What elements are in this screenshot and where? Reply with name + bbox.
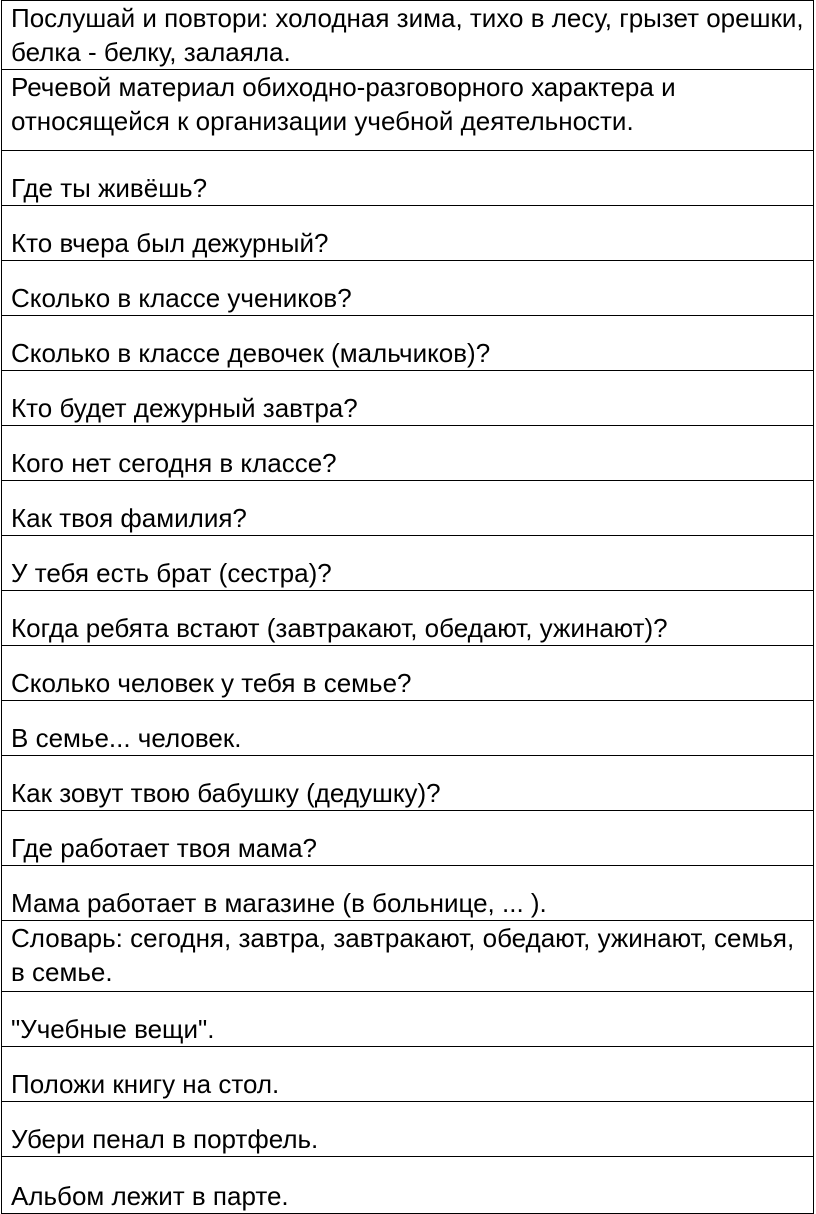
table-cell: Словарь: сегодня, завтра, завтракают, обедают, ужинают, семья, в семье. — [2, 921, 814, 992]
table-row — [2, 1047, 814, 1102]
table-cell: В семье... человек. — [2, 701, 814, 756]
table-cell: Мама работает в магазине (в больнице, ... ). — [2, 866, 814, 921]
table-row — [2, 921, 814, 992]
table-cell: Положи книгу на стол. — [2, 1047, 814, 1102]
table-cell: "Учебные вещи". — [2, 992, 814, 1047]
table-row — [2, 1157, 814, 1214]
table-row — [2, 591, 814, 646]
table-row — [2, 371, 814, 426]
table-row — [2, 316, 814, 371]
table-cell: Убери пенал в портфель. — [2, 1102, 814, 1157]
table-row — [2, 206, 814, 261]
table-row — [2, 992, 814, 1047]
table-cell: Кто будет дежурный завтра? — [2, 371, 814, 426]
table-row — [2, 151, 814, 206]
table-cell: Альбом лежит в парте. — [2, 1157, 814, 1214]
table-cell: Послушай и повтори: холодная зима, тихо в лесу, грызет орешки, белка - белку, залаяла. — [2, 1, 814, 70]
table-row — [2, 426, 814, 481]
table-row — [2, 261, 814, 316]
table-row — [2, 646, 814, 701]
table-row — [2, 1102, 814, 1157]
table-cell: Когда ребята встают (завтракают, обедают, ужинают)? — [2, 591, 814, 646]
table-row — [2, 866, 814, 921]
speech-material-table — [1, 0, 814, 1214]
table-cell: Речевой материал обиходно-разговорного характера и относящейся к организации учебной деятельности. — [2, 70, 814, 151]
table-cell: Как твоя фамилия? — [2, 481, 814, 536]
table-row — [2, 481, 814, 536]
table-row — [2, 756, 814, 811]
table-cell: Сколько человек у тебя в семье? — [2, 646, 814, 701]
table-cell: Кого нет сегодня в классе? — [2, 426, 814, 481]
table-cell: Где ты живёшь? — [2, 151, 814, 206]
table-row — [2, 1, 814, 70]
table-row — [2, 811, 814, 866]
table-cell: Кто вчера был дежурный? — [2, 206, 814, 261]
table-cell: Сколько в классе учеников? — [2, 261, 814, 316]
table-row — [2, 536, 814, 591]
table-cell: Как зовут твою бабушку (дедушку)? — [2, 756, 814, 811]
table-cell: Где работает твоя мама? — [2, 811, 814, 866]
table-cell: Сколько в классе девочек (мальчиков)? — [2, 316, 814, 371]
table-row — [2, 70, 814, 151]
table-row — [2, 701, 814, 756]
table-cell: У тебя есть брат (сестра)? — [2, 536, 814, 591]
